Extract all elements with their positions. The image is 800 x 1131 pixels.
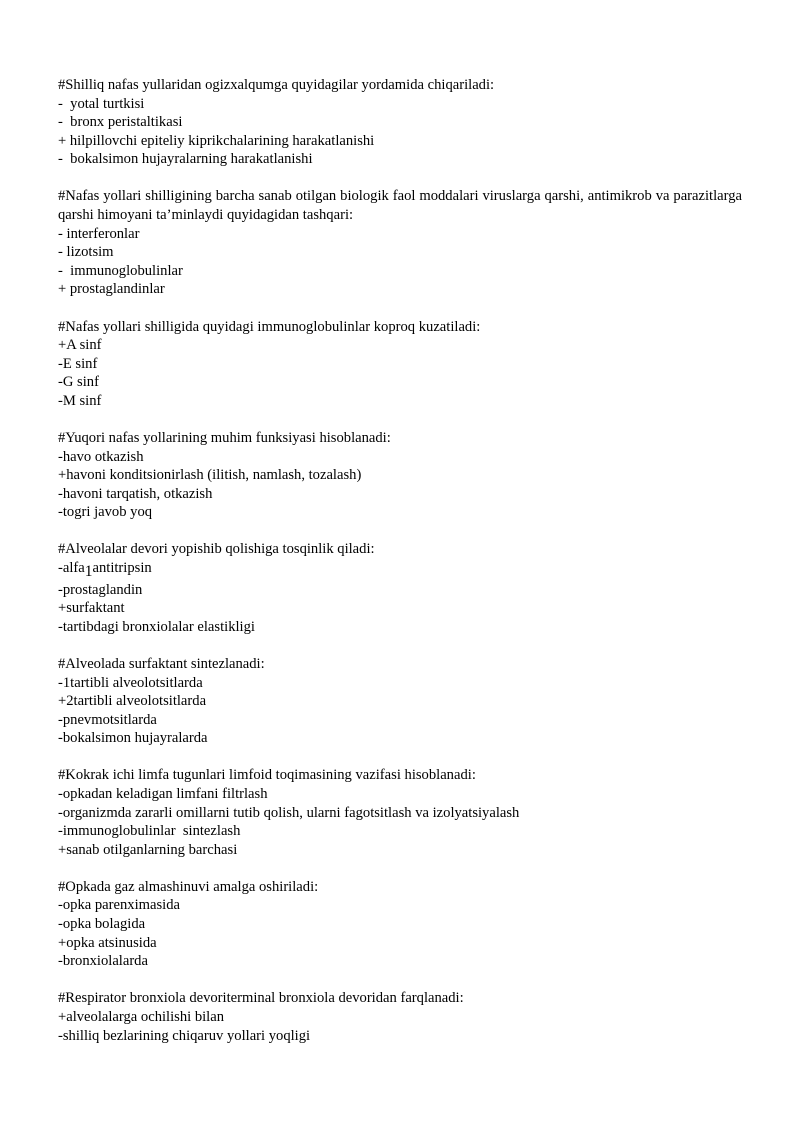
answer-option: +surfaktant xyxy=(58,600,125,617)
question-stem: #Yuqori nafas yollarining muhim funksiyasi hisoblanadi: xyxy=(58,430,391,446)
answer-option: +alveolalarga ochilishi bilan xyxy=(58,1008,225,1025)
question-3 xyxy=(58,318,742,411)
answer-option: +opka atsinusida xyxy=(58,934,157,951)
answer-option: +2tartibli alveolotsitlarda xyxy=(58,693,207,710)
question-stem: #Respirator bronxiola devoriterminal bronxiola devoridan farqlanadi: xyxy=(58,990,464,1007)
answer-option: -pnevmotsitlarda xyxy=(58,711,157,728)
question-5 xyxy=(58,540,742,636)
answer-option: -organizmda zararli omillarni tutib qolish, ularni fagotsitlash va izolyatsiyalash xyxy=(58,804,520,821)
document-page xyxy=(58,76,746,1064)
answer-option: + prostaglandinlar xyxy=(58,281,165,298)
answer-option: -bronxiolalarda xyxy=(58,953,148,970)
answer-option: +A sinf xyxy=(58,337,102,354)
answer-option: -tartibdagi bronxiolalar elastikligi xyxy=(58,618,255,635)
option-subscript: 1 xyxy=(84,563,93,581)
question-stem: #Alveolada surfaktant sintezlanadi: xyxy=(58,655,265,672)
answer-option: -G sinf xyxy=(58,374,99,391)
answer-option: - lizotsim xyxy=(58,244,114,261)
answer-option: - yotal turtkisi xyxy=(58,95,145,112)
answer-option: -E sinf xyxy=(58,355,98,372)
question-stem: #Kokrak ichi limfa tugunlari limfoid toqimasining vazifasi hisoblanadi: xyxy=(58,767,476,784)
answer-option: - immunoglobulinlar xyxy=(58,262,183,279)
question-stem: #Nafas yollari shilligining barcha sanab otilgan biologik faol moddalari viruslarga qarshi, antimikrob va parazitlarga qarshi himoyani ta’minlaydi quyidagidan tashqari: xyxy=(58,188,746,224)
answer-option: -bokalsimon hujayralarda xyxy=(58,730,208,747)
answer-option: -opkadan keladigan limfani filtrlash xyxy=(58,786,268,802)
answer-option: +havoni konditsionirlash (ilitish, namlash, tozalash) xyxy=(58,467,362,484)
question-stem: #Nafas yollari shilligida quyidagi immunoglobulinlar koproq kuzatiladi: xyxy=(58,318,481,335)
answer-option: -opka bolagida xyxy=(58,916,146,933)
answer-option: + hilpillovchi epiteliy kiprikchalarining harakatlanishi xyxy=(58,132,375,149)
question-7 xyxy=(58,766,742,859)
answer-option: -opka parenximasida xyxy=(58,897,180,914)
answer-option: -shilliq bezlarining chiqaruv yollari yoqligi xyxy=(58,1027,311,1044)
question-1 xyxy=(58,76,742,169)
question-6 xyxy=(58,655,742,748)
answer-option: -prostaglandin xyxy=(58,581,143,598)
answer-option: - bronx peristaltikasi xyxy=(58,114,183,131)
question-stem: #Shilliq nafas yullaridan ogizxalqumga quyidagilar yordamida chiqariladi: xyxy=(58,77,495,93)
question-stem: #Opkada gaz almashinuvi amalga oshiriladi: xyxy=(58,878,319,895)
answer-option: -havo otkazish xyxy=(58,448,144,465)
answer-option: - bokalsimon hujayralarning harakatlanishi xyxy=(58,151,313,168)
question-9 xyxy=(58,989,742,1045)
answer-option: +sanab otilganlarning barchasi xyxy=(58,841,238,858)
option-prefix: -alfa xyxy=(58,560,85,577)
answer-option: - interferonlar xyxy=(58,225,140,242)
answer-option: -immunoglobulinlar sintezlash xyxy=(58,823,241,840)
question-8 xyxy=(58,878,742,971)
question-4 xyxy=(58,429,742,522)
answer-option xyxy=(58,559,742,581)
answer-option: -M sinf xyxy=(58,392,102,409)
option-suffix: antitripsin xyxy=(92,560,152,577)
answer-option: -havoni tarqatish, otkazish xyxy=(58,485,213,502)
question-stem: #Alveolalar devori yopishib qolishiga tosqinlik qiladi: xyxy=(58,541,375,558)
answer-option: -togri javob yoq xyxy=(58,504,153,521)
question-2 xyxy=(58,187,746,299)
answer-option: -1tartibli alveolotsitlarda xyxy=(58,674,203,691)
